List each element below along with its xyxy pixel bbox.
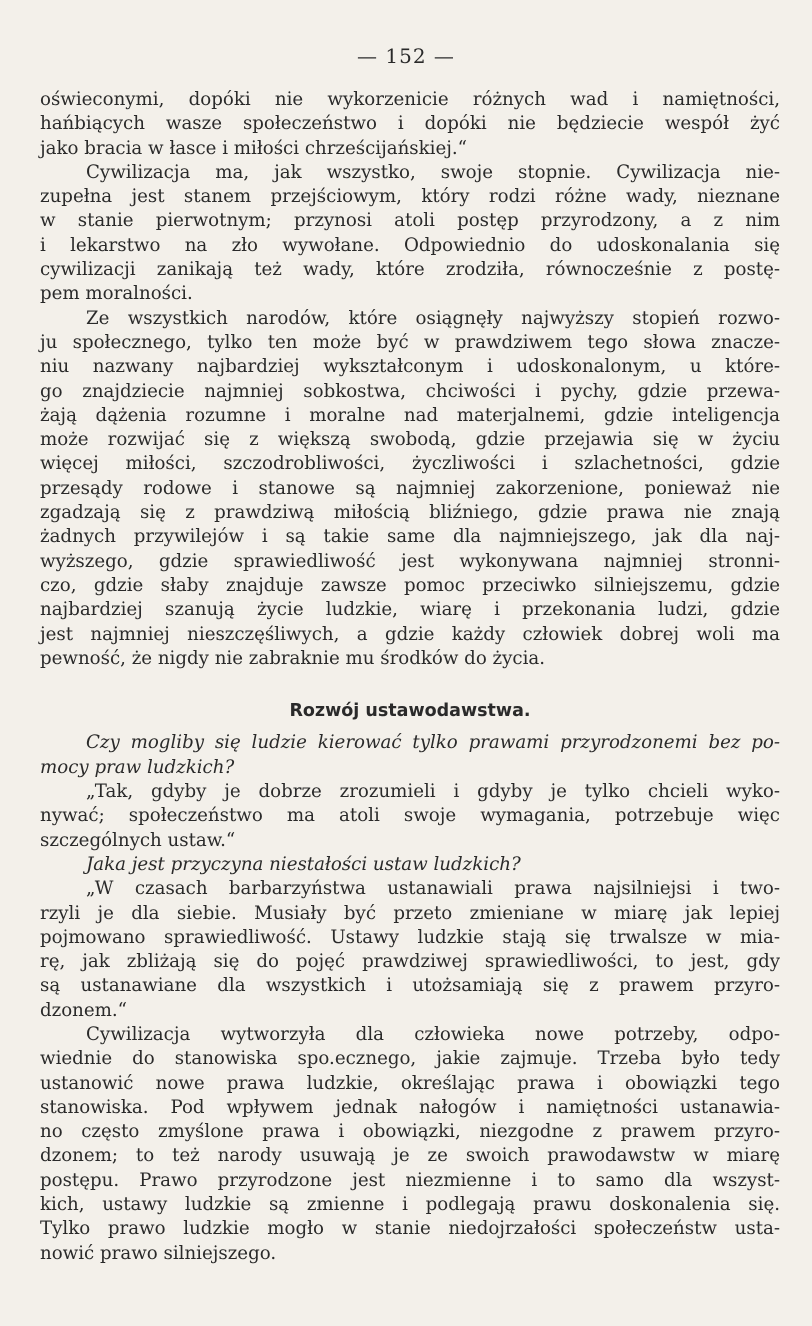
text-line: no często zmyślone prawa i obowiązki, niezgodne z prawem przyro-: [40, 1121, 780, 1143]
text-line: dzonem.“: [40, 999, 127, 1021]
text-line: pewność, że nigdy nie zabraknie mu środków do życia.: [40, 647, 546, 669]
text-line: Jaka jest przyczyna niestałości ustaw ludzkich?: [86, 853, 521, 875]
text-line: oświeconymi, dopóki nie wykorzenicie różnych wad i namiętności,: [40, 89, 780, 110]
text-line: ustanowić nowe prawa ludzkie, określając prawa i obowiązki tego: [40, 1072, 780, 1094]
text-line: Cywilizacja ma, jak wszystko, swoje stopnie. Cywilizacja nie-: [86, 161, 780, 183]
text-line: jako bracia w łasce i miłości chrześcijańskiej.“: [40, 137, 467, 159]
text-line: więcej miłości, szczodrobliwości, życzliwości i szlachetności, gdzie: [40, 453, 780, 475]
text-line: Tylko prawo ludzkie mogło w stanie niedojrzałości społeczeństw usta-: [40, 1218, 780, 1240]
text-line: może rozwijać się z większą swobodą, gdzie przejawia się w życiu: [40, 429, 780, 451]
text-line: wiednie do stanowiska spo.ecznego, jakie zajmuje. Trzeba było tedy: [40, 1048, 780, 1070]
text-line: i lekarstwo na zło wywołane. Odpowiednio do udoskonalania się: [40, 234, 780, 256]
text-line: żadnych przywilejów i są takie same dla najmniejszego, jak dla naj-: [40, 526, 780, 548]
page-number: — 152 —: [357, 44, 455, 68]
text-line: w stanie pierwotnym; przynosi atoli postęp przyrodzony, a z nim: [40, 210, 780, 232]
text-line: cywilizacji zanikają też wady, które zrodziła, równocześnie z postę-: [40, 259, 780, 281]
text-line: „W czasach barbarzyństwa ustanawiali prawa najsilniejsi i two-: [86, 878, 780, 900]
text-line: Cywilizacja wytworzyła dla człowieka nowe potrzeby, odpo-: [86, 1023, 780, 1045]
text-line: nywać; społeczeństwo ma atoli swoje wymagania, potrzebuje więc: [40, 805, 780, 827]
text-line: kich, ustawy ludzkie są zmienne i podlegają prawu doskonalenia się.: [40, 1194, 780, 1216]
text-line: jest najmniej nieszczęśliwych, a gdzie każdy człowiek dobrej woli ma: [40, 623, 780, 645]
text-line: stanowiska. Pod wpływem jednak nałogów i namiętności ustanawia-: [40, 1096, 780, 1118]
text-line: ju społecznego, tylko ten może być w prawdziwem tego słowa znacze-: [40, 331, 780, 353]
section-heading: Rozwój ustawodawstwa.: [289, 701, 531, 722]
text-line: przesądy rodowe i stanowe są najmniej zakorzenione, ponieważ nie: [40, 477, 780, 499]
text-line: zgadzają się z prawdziwą miłością bliźniego, gdzie prawa nie znają: [40, 502, 780, 524]
text-line: pojmowano sprawiedliwość. Ustawy ludzkie stają się trwalsze w mia-: [40, 926, 780, 948]
text-line: najbardziej szanują życie ludzkie, wiarę i przekonania ludzi, gdzie: [40, 599, 780, 621]
text-line: zupełna jest stanem przejściowym, który rodzi różne wady, nieznane: [40, 186, 780, 208]
text-line: Czy mogliby się ludzie kierować tylko prawami przyrodzonemi bez po-: [86, 732, 780, 754]
text-line: wyższego, gdzie sprawiedliwość jest wykonywana najmniej stronni-: [40, 550, 780, 572]
text-line: postępu. Prawo przyrodzone jest niezmienne i to samo dla wszyst-: [40, 1169, 780, 1191]
text-line: żają dążenia rozumne i moralne nad materjalnemi, gdzie inteligencja: [40, 404, 780, 426]
text-line: rzyli je dla siebie. Musiały być przeto zmieniane w miarę jak lepiej: [40, 902, 780, 924]
text-line: „Tak, gdyby je dobrze zrozumieli i gdyby je tylko chcieli wyko-: [86, 781, 780, 803]
text-line: rę, jak zbliżają się do pojęć prawdziwej sprawiedliwości, to jest, gdy: [40, 951, 780, 973]
text-line: są ustanawiane dla wszystkich i utożsamiają się z prawem przyro-: [40, 975, 780, 997]
text-line: czo, gdzie słaby znajduje zawsze pomoc przeciwko silniejszemu, gdzie: [40, 574, 780, 596]
text-line: niu nazwany najbardziej wykształconym i udoskonalonym, u które-: [40, 356, 780, 378]
text-line: pem moralności.: [40, 283, 193, 305]
text-line: szczególnych ustaw.“: [40, 829, 236, 851]
text-line: dzonem; to też narody usuwają je ze swoich prawodawstw w miarę: [40, 1145, 780, 1167]
page-body: [40, 88, 780, 1266]
text-line: nowić prawo silniejszego.: [40, 1242, 277, 1264]
text-line: go znajdziecie najmniej sobkostwa, chciwości i pychy, gdzie przewa-: [40, 380, 780, 402]
text-line: mocy praw ludzkich?: [40, 756, 235, 778]
text-line: Ze wszystkich narodów, które osiągnęły najwyższy stopień rozwo-: [86, 307, 780, 329]
text-line: hańbiących wasze społeczeństwo i dopóki nie będziecie wespół żyć: [40, 113, 780, 135]
